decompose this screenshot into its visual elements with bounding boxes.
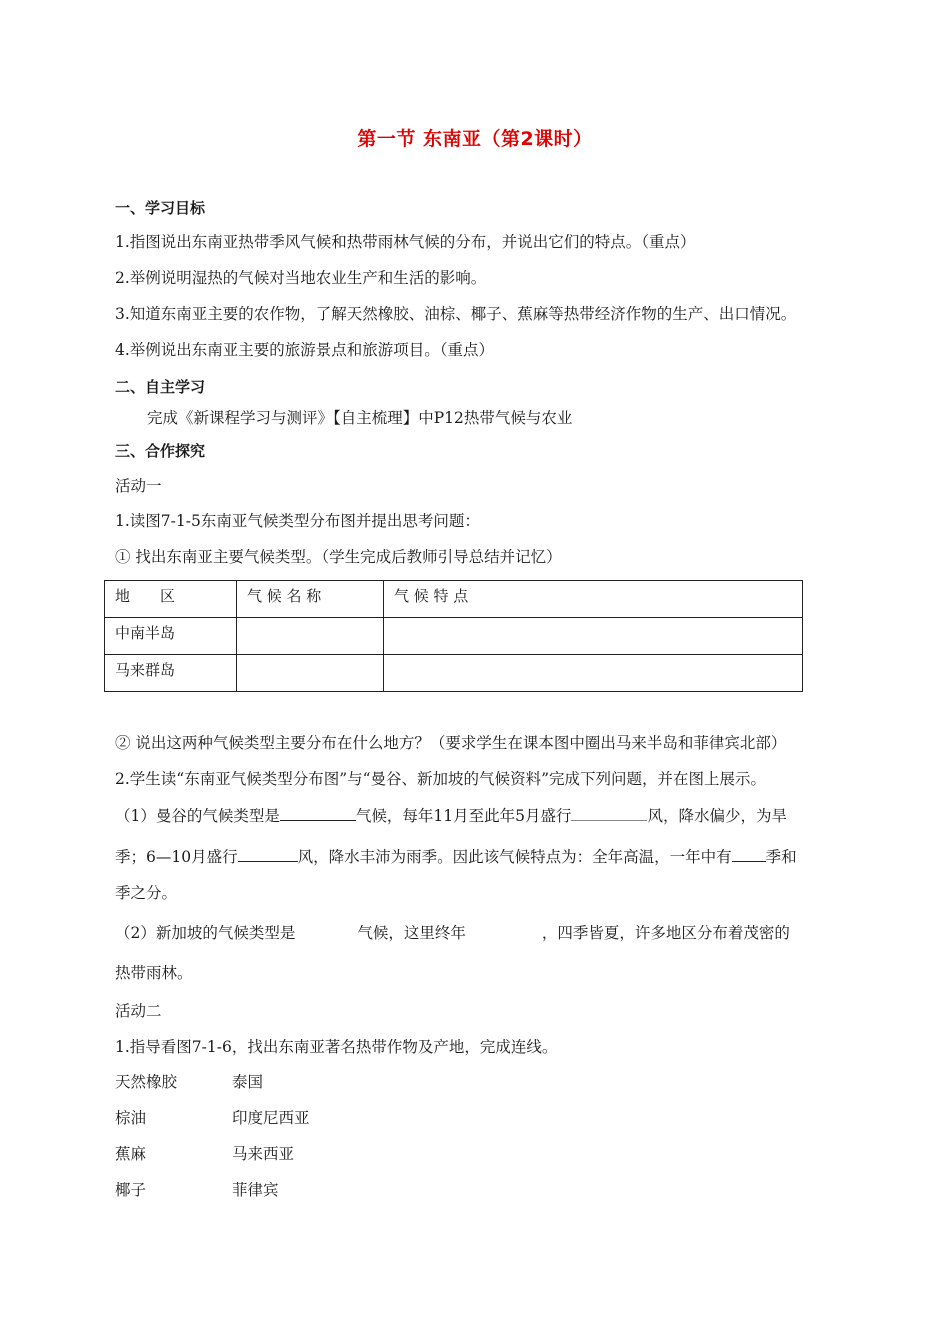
activity-2-label: 活动二 (115, 1002, 162, 1020)
table-header-climate-name: 气 候 名 称 (237, 581, 384, 618)
objective-4: 4.举例说出东南亚主要的旅游景点和旅游项目。（重点） (115, 341, 495, 359)
objective-3: 3.知道东南亚主要的农作物，了解天然橡胶、油棕、椰子、蕉麻等热带经济作物的生产、出口情况。 (115, 305, 797, 323)
crop-item[interactable]: 棕油 (115, 1109, 147, 1127)
question-1: 1.读图7-1-5东南亚气候类型分布图并提出思考问题： (115, 512, 480, 530)
crop-item[interactable]: 蕉麻 (115, 1145, 147, 1163)
question-3: 1.指导看图7-1-6，找出东南亚著名热带作物及产地，完成连线。 (115, 1038, 558, 1056)
question-2: 2.学生读“东南亚气候类型分布图”与“曼谷、新加坡的气候资料”完成下列问题，并在图上展示。 (115, 770, 766, 788)
objective-2: 2.举例说明湿热的气候对当地农业生产和生活的影响。 (115, 269, 487, 287)
country-item[interactable]: 菲律宾 (232, 1181, 279, 1199)
country-item[interactable]: 马来西亚 (232, 1145, 295, 1163)
bangkok-line-1: （1）曼谷的气候类型是 气候，每年11月至此年5月盛行 风，降水偏少，为旱 (115, 807, 787, 825)
section-heading-self-study: 二、自主学习 (115, 378, 206, 396)
table-header-region: 地 区 (105, 581, 237, 618)
bangkok-line-2: 季；6—10月盛行 风，降水丰沛为雨季。因此该气候特点为：全年高温，一年中有 季和 (115, 848, 797, 866)
table-header-row (105, 581, 803, 618)
singapore-line-2: 热带雨林。 (115, 964, 193, 982)
section-heading-cooperation: 三、合作探究 (115, 442, 206, 460)
objective-1: 1.指图说出东南亚热带季风气候和热带雨林气候的分布，并说出它们的特点。（重点） (115, 233, 696, 251)
climate-table (104, 580, 803, 692)
fill-blank[interactable] (571, 805, 647, 821)
page-title: 第一节 东南亚（第2课时） (357, 128, 593, 150)
fill-blank[interactable] (280, 805, 356, 821)
table-cell-blank[interactable] (384, 655, 803, 692)
country-item[interactable]: 印度尼西亚 (232, 1109, 310, 1127)
crop-item[interactable]: 天然橡胶 (115, 1073, 178, 1091)
country-item[interactable]: 泰国 (232, 1073, 264, 1091)
bangkok-line-3: 季之分。 (115, 884, 178, 902)
activity-1-label: 活动一 (115, 477, 162, 495)
table-cell-blank[interactable] (237, 655, 384, 692)
table-row (105, 655, 803, 692)
fill-blank[interactable] (732, 846, 766, 862)
table-row (105, 618, 803, 655)
crop-item[interactable]: 椰子 (115, 1181, 147, 1199)
table-cell-blank[interactable] (237, 618, 384, 655)
section-heading-objectives: 一、学习目标 (115, 199, 206, 217)
table-cell-blank[interactable] (384, 618, 803, 655)
self-study-text: 完成《新课程学习与测评》【自主梳理】中P12热带气候与农业 (147, 409, 573, 427)
question-1b: ② 说出这两种气候类型主要分布在什么地方？（要求学生在课本图中圈出马来半岛和菲律宾北部） (115, 734, 787, 752)
question-1a: ① 找出东南亚主要气候类型。（学生完成后教师引导总结并记忆） (115, 548, 562, 566)
fill-blank[interactable] (238, 846, 298, 862)
table-cell-region: 马来群岛 (105, 655, 237, 692)
table-header-climate-feature: 气 候 特 点 (384, 581, 803, 618)
singapore-line-1: （2）新加坡的气候类型是 气候，这里终年 ，四季皆夏，许多地区分布着茂密的 (115, 924, 790, 942)
table-cell-region: 中南半岛 (105, 618, 237, 655)
